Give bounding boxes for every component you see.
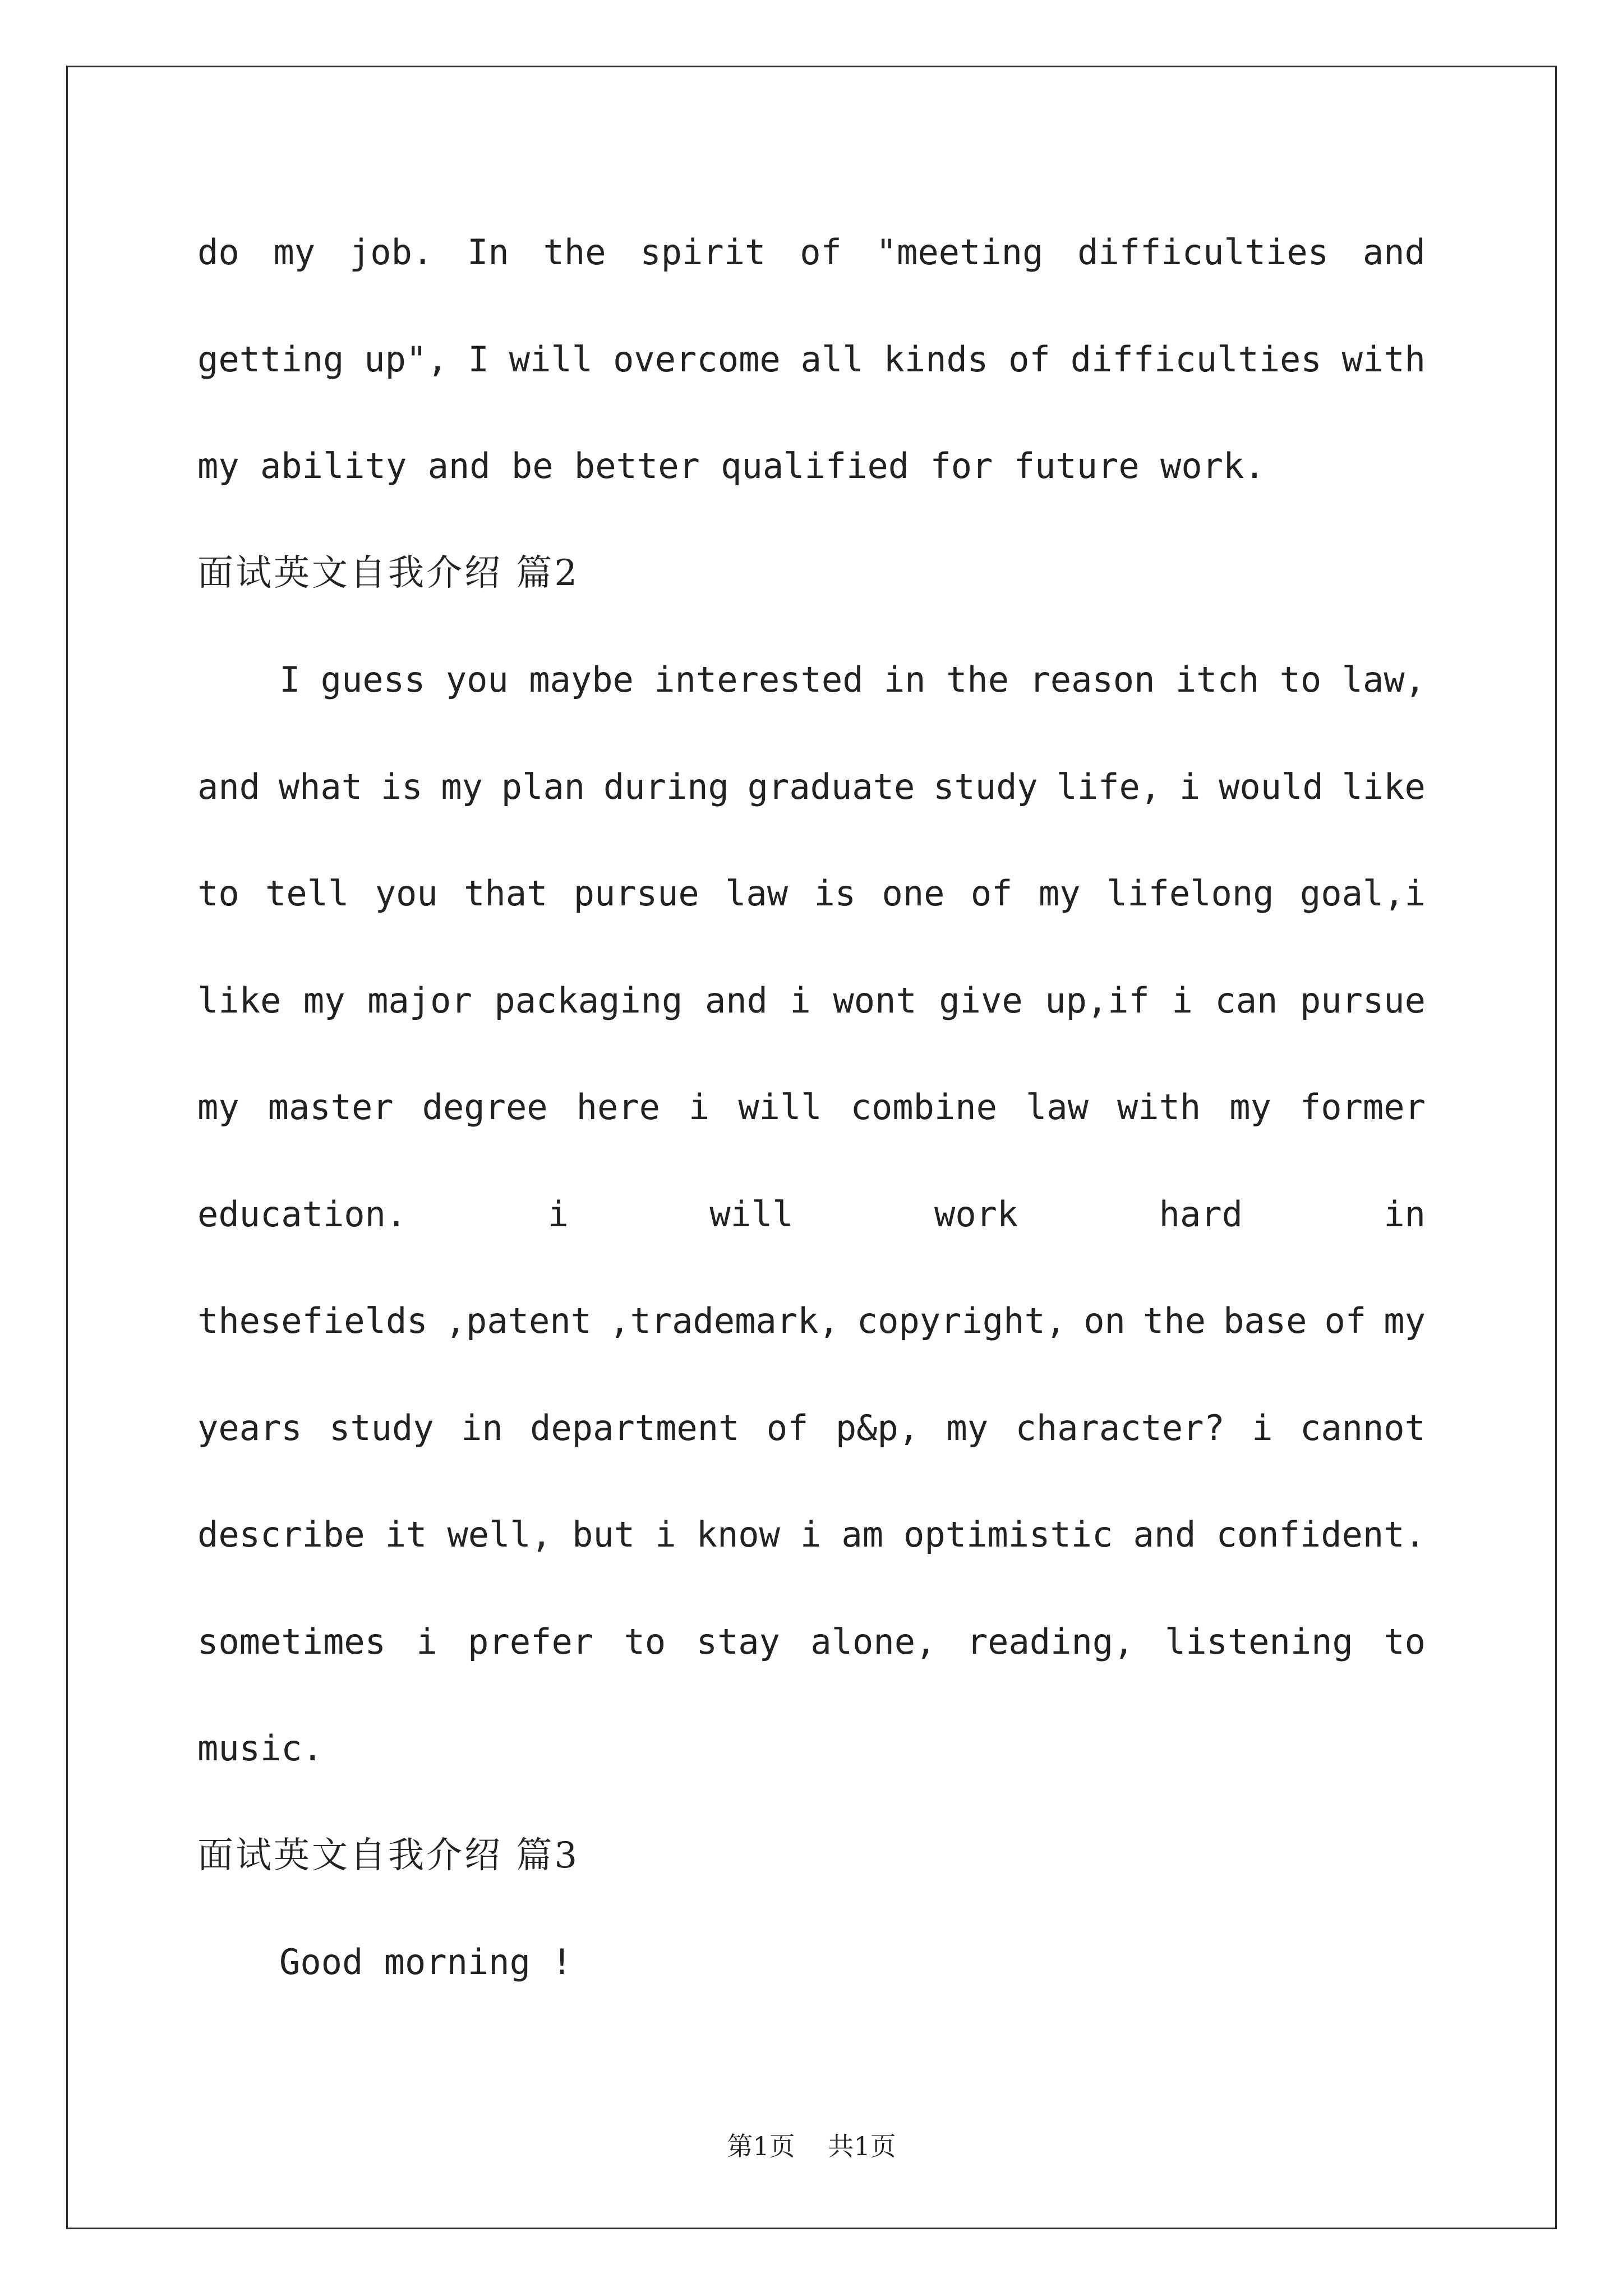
word: reason xyxy=(1029,659,1155,700)
page-number: 第1页 xyxy=(727,2131,795,2161)
word: i xyxy=(1252,1407,1273,1448)
word: do xyxy=(197,232,239,273)
section-heading: 面试英文自我介绍 篇2 xyxy=(197,552,580,594)
text-line: music. xyxy=(197,1728,323,1769)
word: plan xyxy=(501,766,585,807)
word: and xyxy=(1133,1514,1196,1555)
word: and xyxy=(197,766,260,807)
word: combine xyxy=(850,1087,997,1128)
text-line xyxy=(197,230,1426,275)
text-line xyxy=(197,1192,1426,1237)
word: my xyxy=(441,766,483,807)
word: the xyxy=(946,659,1009,700)
word: years xyxy=(197,1407,302,1448)
word: on xyxy=(1083,1300,1126,1341)
word: it xyxy=(385,1514,427,1555)
word: kinds xyxy=(883,338,989,380)
word: to xyxy=(1279,659,1322,700)
word: law, xyxy=(1341,659,1426,700)
word: hard xyxy=(1159,1193,1243,1235)
section-heading: 面试英文自我介绍 篇3 xyxy=(197,1834,580,1876)
word: prefer xyxy=(468,1621,594,1662)
word: to xyxy=(197,873,239,914)
word: i xyxy=(800,1514,822,1555)
word: one xyxy=(882,873,945,914)
word: know xyxy=(696,1514,780,1555)
word: you xyxy=(445,659,509,700)
word: department xyxy=(530,1407,740,1448)
word: pursue xyxy=(1299,979,1426,1021)
word: of xyxy=(1008,338,1050,380)
word: my xyxy=(1384,1300,1426,1341)
word: i xyxy=(547,1193,569,1235)
word: study xyxy=(329,1407,434,1448)
word: goal,i xyxy=(1299,873,1426,914)
word: optimistic xyxy=(903,1514,1113,1555)
word: will xyxy=(738,1087,822,1128)
word: major xyxy=(367,979,472,1021)
word: what xyxy=(278,766,363,807)
word: base xyxy=(1223,1300,1307,1341)
word: well, xyxy=(447,1514,552,1555)
word: all xyxy=(800,338,864,380)
word: my xyxy=(946,1407,989,1448)
word: pursue xyxy=(573,873,699,914)
text-line: my ability and be better qualified for future work. xyxy=(197,445,1265,486)
word: of xyxy=(970,873,1013,914)
word: that xyxy=(464,873,548,914)
word: in xyxy=(461,1407,503,1448)
word: "meeting xyxy=(875,232,1044,273)
word: give xyxy=(939,979,1023,1021)
text-line xyxy=(197,657,1426,702)
word: i xyxy=(416,1621,437,1662)
word: am xyxy=(841,1514,884,1555)
word: sometimes xyxy=(197,1621,386,1662)
word: graduate xyxy=(747,766,915,807)
word: of xyxy=(766,1407,809,1448)
text-line xyxy=(197,871,1426,916)
word: my xyxy=(303,979,345,1021)
word: stay xyxy=(696,1621,780,1662)
word: the xyxy=(1143,1300,1206,1341)
word: ,trademark, xyxy=(609,1300,840,1341)
word: lifelong xyxy=(1106,873,1274,914)
text-line xyxy=(197,1406,1426,1451)
word: difficulties xyxy=(1070,338,1322,380)
word: to xyxy=(1384,1621,1426,1662)
word: master xyxy=(268,1087,394,1128)
page-total: 共1页 xyxy=(828,2131,896,2161)
word: my xyxy=(197,1087,239,1128)
word: but xyxy=(572,1514,635,1555)
word: itch xyxy=(1175,659,1260,700)
word: character? xyxy=(1015,1407,1225,1448)
word: my xyxy=(1038,873,1081,914)
word: wont xyxy=(833,979,917,1021)
word: listening xyxy=(1164,1621,1353,1662)
word: alone, xyxy=(810,1621,937,1662)
text-line xyxy=(197,337,1426,382)
word: p&p, xyxy=(835,1407,920,1448)
word: my xyxy=(1229,1087,1271,1128)
text-line xyxy=(197,1619,1426,1664)
word: i xyxy=(790,979,811,1021)
word: former xyxy=(1299,1087,1426,1128)
word: in xyxy=(1384,1193,1426,1235)
word: with xyxy=(1117,1087,1201,1128)
word: up,if xyxy=(1045,979,1150,1021)
word: to xyxy=(624,1621,666,1662)
word: i xyxy=(1179,766,1201,807)
word: In xyxy=(467,232,509,273)
word: getting xyxy=(197,338,344,380)
word: life, xyxy=(1056,766,1161,807)
text-line: Good morning ! xyxy=(279,1941,573,1982)
word: maybe xyxy=(529,659,634,700)
word: will xyxy=(709,1193,794,1235)
word: can xyxy=(1215,979,1278,1021)
text-line xyxy=(197,1512,1426,1557)
word: up", xyxy=(364,338,448,380)
word: law xyxy=(1025,1087,1089,1128)
word: difficulties xyxy=(1077,232,1329,273)
word: tell xyxy=(265,873,349,914)
word: spirit xyxy=(640,232,766,273)
word: overcome xyxy=(613,338,781,380)
word: and xyxy=(704,979,768,1021)
word: packaging xyxy=(494,979,683,1021)
word: with xyxy=(1341,338,1426,380)
word: is xyxy=(814,873,856,914)
word: I xyxy=(279,659,301,700)
word: i xyxy=(688,1087,710,1128)
word: of xyxy=(800,232,842,273)
word: and xyxy=(1362,232,1426,273)
word: confident. xyxy=(1216,1514,1426,1555)
word: reading, xyxy=(966,1621,1135,1662)
word: copyright, xyxy=(856,1300,1067,1341)
word: education. xyxy=(197,1193,407,1235)
word: of xyxy=(1324,1300,1367,1341)
text-line xyxy=(197,978,1426,1023)
word: would xyxy=(1219,766,1324,807)
word: law xyxy=(725,873,789,914)
word: is xyxy=(380,766,423,807)
word: degree xyxy=(422,1087,548,1128)
word: like xyxy=(1341,766,1426,807)
word: work xyxy=(934,1193,1018,1235)
word: i xyxy=(655,1514,676,1555)
text-line xyxy=(197,765,1426,809)
word: the xyxy=(543,232,606,273)
word: will xyxy=(509,338,593,380)
word: you xyxy=(375,873,438,914)
word: I xyxy=(468,338,489,380)
word: study xyxy=(933,766,1038,807)
word: like xyxy=(197,979,282,1021)
text-line xyxy=(197,1299,1426,1343)
word: i xyxy=(1172,979,1193,1021)
word: thesefields xyxy=(197,1300,428,1341)
word: ,patent xyxy=(445,1300,592,1341)
word: job. xyxy=(349,232,434,273)
word: guess xyxy=(320,659,426,700)
word: my xyxy=(273,232,316,273)
page-footer xyxy=(0,2126,1623,2163)
word: describe xyxy=(197,1514,365,1555)
page-border xyxy=(66,66,1557,2229)
word: in xyxy=(883,659,926,700)
word: cannot xyxy=(1299,1407,1426,1448)
word: here xyxy=(576,1087,660,1128)
word: during xyxy=(603,766,729,807)
text-line xyxy=(197,1085,1426,1130)
word: interested xyxy=(654,659,864,700)
